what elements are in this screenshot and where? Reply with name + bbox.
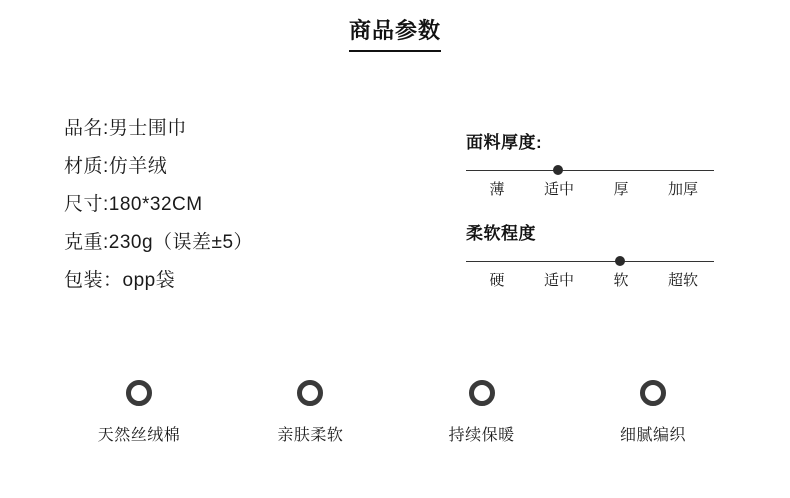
ring-icon bbox=[297, 380, 323, 406]
page-title-container bbox=[0, 14, 790, 52]
feature-list bbox=[64, 380, 728, 445]
feature-label: 持续保暖 bbox=[448, 427, 515, 444]
scale-group bbox=[466, 128, 714, 310]
scale-tick: 加厚 bbox=[667, 181, 698, 198]
feature-label: 亲肤柔软 bbox=[277, 427, 344, 444]
feature-item bbox=[407, 380, 557, 445]
scale-label: 柔软程度 bbox=[466, 224, 536, 243]
scale-softness bbox=[466, 219, 714, 290]
scale-marker-dot bbox=[615, 256, 625, 266]
scale-label: 面料厚度: bbox=[466, 133, 543, 152]
scale-fabric-thickness bbox=[466, 128, 714, 199]
spec-row: 克重:230g（误差±5） bbox=[64, 232, 254, 253]
feature-item bbox=[578, 380, 728, 445]
spec-row: 材质:仿羊绒 bbox=[64, 156, 168, 177]
scale-axis bbox=[466, 252, 714, 266]
ring-icon bbox=[126, 380, 152, 406]
scale-tick: 超软 bbox=[667, 272, 698, 289]
feature-label: 天然丝绒棉 bbox=[97, 427, 181, 444]
scale-line bbox=[466, 170, 714, 171]
scale-line bbox=[466, 261, 714, 262]
scale-tick: 硬 bbox=[489, 272, 505, 289]
feature-item bbox=[64, 380, 214, 445]
scale-ticks bbox=[466, 178, 714, 199]
scale-tick: 厚 bbox=[613, 181, 629, 198]
scale-tick: 软 bbox=[613, 272, 629, 289]
scale-tick: 适中 bbox=[543, 272, 574, 289]
scale-tick: 适中 bbox=[543, 181, 574, 198]
scale-ticks bbox=[466, 269, 714, 290]
page-title: 商品参数 bbox=[349, 14, 441, 52]
spec-row: 尺寸:180*32CM bbox=[64, 194, 203, 215]
ring-icon bbox=[640, 380, 666, 406]
feature-label: 细腻编织 bbox=[619, 427, 686, 444]
scale-axis bbox=[466, 161, 714, 175]
spec-row: 品名:男士围巾 bbox=[64, 118, 187, 139]
scale-tick: 薄 bbox=[489, 181, 505, 198]
feature-item bbox=[235, 380, 385, 445]
spec-row: 包装：opp袋 bbox=[64, 270, 176, 291]
ring-icon bbox=[469, 380, 495, 406]
scale-marker-dot bbox=[553, 165, 563, 175]
spec-list bbox=[64, 110, 394, 300]
